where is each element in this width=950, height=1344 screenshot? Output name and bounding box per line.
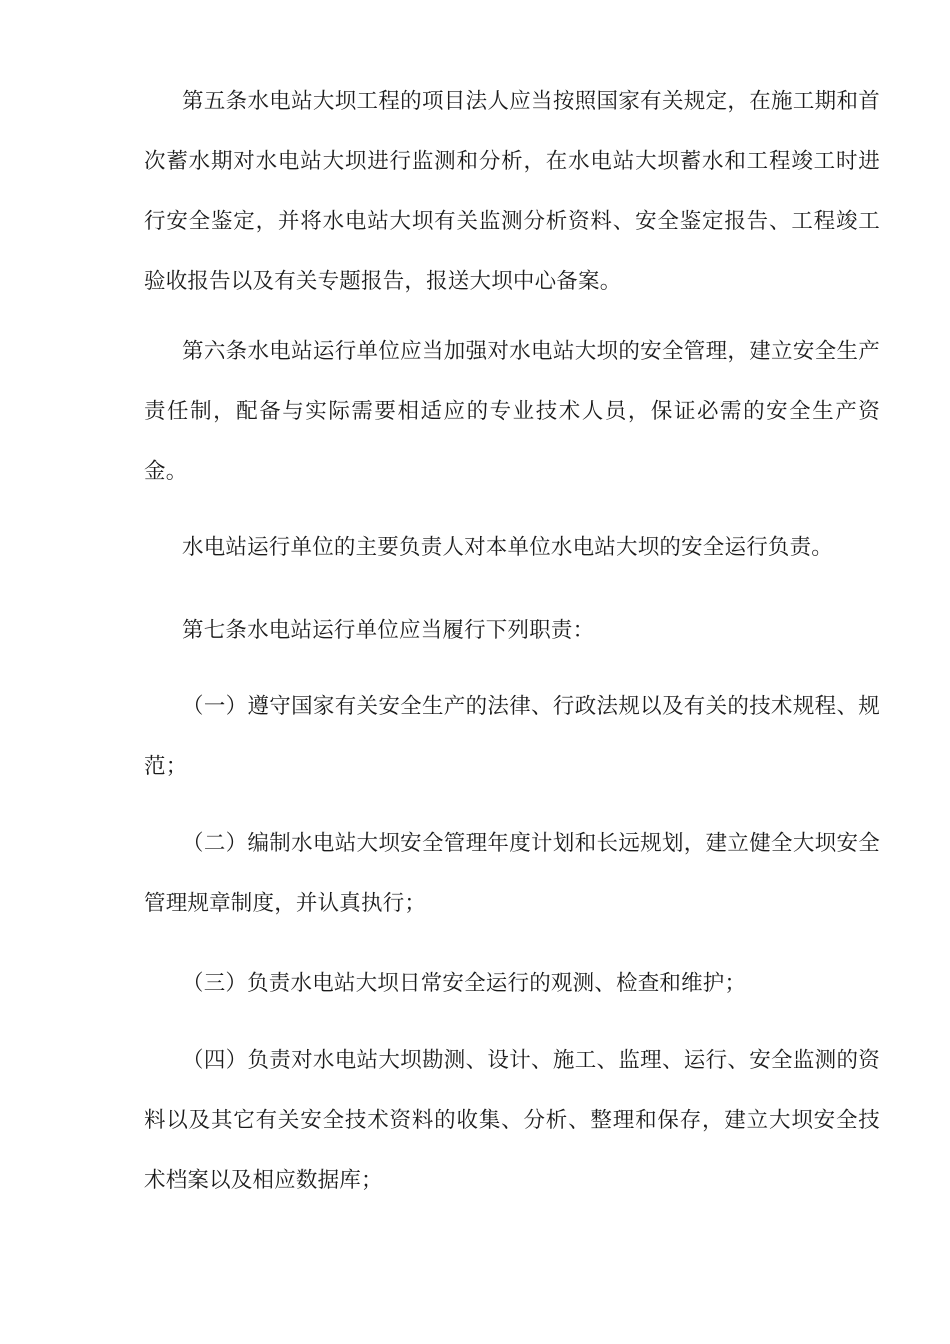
article-7-item-4: （四）负责对水电站大坝勘测、设计、施工、监理、运行、安全监测的资料以及其它有关安全技术资料的收集、分析、整理和保存，建立大坝安全技术档案以及相应数据库； (144, 1048, 880, 1193)
article-7-item-3: （三）负责水电站大坝日常安全运行的观测、检查和维护； (182, 971, 747, 996)
article-6-paragraph: 第六条水电站运行单位应当加强对水电站大坝的安全管理，建立安全生产责任制，配备与实际需要相适应的专业技术人员，保证必需的安全生产资金。 (144, 339, 880, 484)
article-7-paragraph: 第七条水电站运行单位应当履行下列职责： (182, 618, 595, 643)
article-5-paragraph: 第五条水电站大坝工程的项目法人应当按照国家有关规定，在施工期和首次蓄水期对水电站大坝进行监测和分析，在水电站大坝蓄水和工程竣工时进行安全鉴定，并将水电站大坝有关监测分析资料、安全鉴定报告、工程竣工验收报告以及有关专题报告，报送大坝中心备案。 (144, 89, 880, 294)
article-7-item-2: （二）编制水电站大坝安全管理年度计划和长远规划，建立健全大坝安全管理规章制度，并认真执行； (144, 831, 880, 916)
article-6-responsibility-paragraph: 水电站运行单位的主要负责人对本单位水电站大坝的安全运行负责。 (182, 535, 834, 560)
article-7-item-1: （一）遵守国家有关安全生产的法律、行政法规以及有关的技术规程、规范； (144, 694, 880, 779)
